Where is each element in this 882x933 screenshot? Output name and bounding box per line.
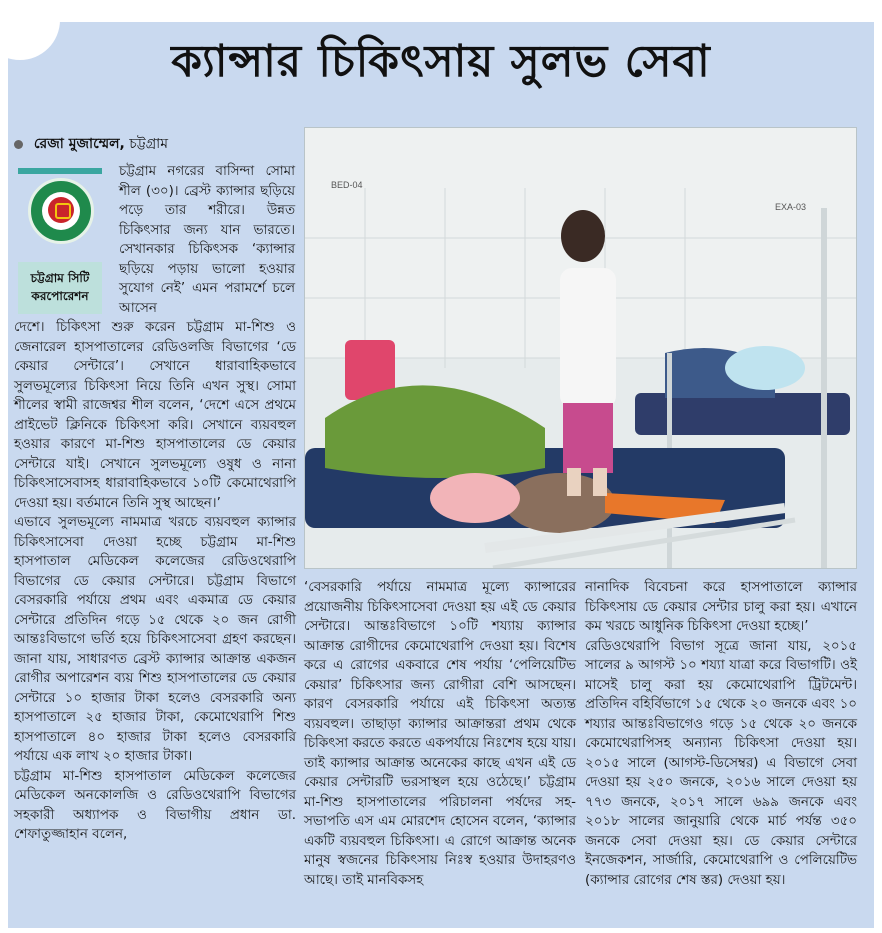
byline-place: চট্টগ্রাম (124, 136, 169, 152)
col2-paragraph-1: ‘বেসরকারি পর্যায়ে নামমাত্র মূল্যে ক্যান্সারের প্রয়োজনীয় চিকিৎসাসেবা দেওয়া হয় এই ডে কেয়ার সেন্টারে। আন্তঃবিভাগে ১০টি শয্যায় ক্যান্সার আক্রান্ত রোগীদের কেমোথেরাপি দেওয়া হয়। বিশেষ করে এ রোগের একবারে শেষ পর্যায় ‘পেলিয়েটিভ কেয়ার’ চিকিৎসার জন্য রোগীরা বেশি আসছেন। কারণ বেসরকারি পর্যায়ে এই চিকিৎসা অত্যন্ত ব্যয়বহুল। তাছাড়া ক্যান্সার আক্রান্তরা প্রথম থেকে চিকিৎসা করতে করতে একপর্যায়ে নিঃশেষ হয়ে যায়। তাই ক্যান্সার আক্রান্ত অনেকের কাছে এখন এই ডে কেয়ার সেন্টারটি ভরসাস্থল হয়ে ওঠেছে।’ চট্টগ্রাম মা-শিশু হাসপাতালের পরিচালনা পর্ষদের সহ-সভাপতি এস এম মোরশেদ হোসেন বলেন, ‘ক্যান্সার একটি ব্যয়বহুল চিকিৎসা। এ রোগে আক্রান্ত অনেক মানুষ স্বজনের চিকিৎসায় নিঃস্ব হওয়ার উদাহরণও আছে। তাই মানবিকসহ (304, 580, 576, 888)
byline (14, 132, 168, 156)
nurse-coat (560, 268, 616, 408)
column-2 (304, 578, 576, 890)
column-3 (585, 578, 857, 890)
intro-paragraph: চট্টগ্রাম নগরের বাসিন্দা সোমা শীল (৩০)। ব্রেস্ট ক্যান্সার ছড়িয়ে পড়ে তার শরীরে। উন্নত চিকিৎসার জন্য যান ভারতে। সেখানকার চিকিৎসক ‘ক্যান্সার ছড়িয়ে পড়ায় ভালো হওয়ার সুযোগ নেই’ এমন পরামর্শে চলে আসেন (119, 164, 295, 316)
byline-author: রেজা মুজাম্মেল, (33, 136, 125, 152)
col3-paragraph-2: রেডিওথেরাপি বিভাগ সূত্রে জানা যায়, ২০১৫ সালের ৯ আগস্ট ১০ শয্যা যাত্রা করে বিভাগটি। ওই মাসেই চালু করা হয় কেমোথেরাপি ট্রিটমেন্ট। প্রতিদিন বহির্বিভাগে ১৫ থেকে ২০ জনকে এবং ১০ শয্যার আন্তঃবিভাগেও গড়ে ১৫ থেকে ২০ জনকে কেমোথেরাপিসহ অন্যান্য চিকিৎসা দেওয়া হয়। ২০১৫ সালে (আগস্ট-ডিসেম্বর) এ বিভাগে সেবা দেওয়া হয় ২৫০ জনকে, ২০১৬ সালে দেওয়া হয় ৭৭৩ জনকে, ২০১৭ সালে ৬৯৯ জনকে এবং ২০১৮ সালের জানুয়ারি থেকে মার্চ পর্যন্ত ৩৫০ জনকে সেবা দেওয়া হয়। ডে কেয়ার সেন্টারে ইনজেকশন, সার্জারি, কেমোথেরাপি ও পেলিয়েটিভ (ক্যান্সার রোগের শেষ স্তর) দেওয়া হয়। (585, 638, 857, 888)
iv-stand (821, 208, 827, 568)
section-accent-bar (18, 168, 102, 174)
col1-paragraph-3: চট্টগ্রাম মা-শিশু হাসপাতাল মেডিকেল কলেজের মেডিকেল অনকোলজি ও রেডিওথেরাপি বিভাগের সহকারী অধ্যাপক ও বিভাগীয় প্রধান ডা. শেফাতুজ্জাহান বলেন, (14, 768, 296, 842)
hospital-photo (304, 127, 857, 569)
col3-paragraph-1: নানাদিক বিবেচনা করে হাসপাতালে ক্যান্সার চিকিৎসায় ডে কেয়ার সেন্টার চালু করা হয়। এখানে কম খরচে আধুনিক চিকিৎসা দেওয়া হচ্ছে।’ (585, 580, 857, 634)
headline: ক্যান্সার চিকিৎসায় সুলভ সেবা (171, 36, 711, 87)
bed-label-right: EXA-03 (775, 202, 807, 212)
city-corporation-logo-icon (28, 178, 94, 244)
bullet-icon (14, 140, 23, 149)
bed-label-left: BED-04 (331, 180, 363, 190)
column-1 (14, 318, 296, 845)
org-label (18, 262, 102, 314)
logo-seal (48, 197, 74, 223)
nurse-head (561, 210, 605, 262)
col1-paragraph-2: এভাবে সুলভমূল্যে নামমাত্র খরচে ব্যয়বহুল ক্যান্সার চিকিৎসাসেবা দেওয়া হচ্ছে চট্টগ্রাম মা-শিশু হাসপাতাল মেডিকেল কলেজের রেডিওথেরাপি বিভাগের ডে কেয়ার সেন্টারে। চট্টগ্রাম বিভাগে বেসরকারি পর্যায়ে প্রথম এবং একমাত্র ডে কেয়ার সেন্টারে প্রতিদিন গড়ে ১৫ থেকে ২০ জন রোগী আন্তঃবিভাগে ভর্তি হয়ে চিকিৎসাসেবা গ্রহণ করছেন। জানা যায়, সাধারণত ব্রেস্ট ক্যান্সার আক্রান্ত একজন রোগীর অপারেশন ব্যয় শিশু হাসপাতালের ডে কেয়ার সেন্টারে ১০ হাজার টাকা হলেও বেসরকারি অন্য হাসপাতালে ২৫ হাজার টাকা, কেমোথেরাপি শিশু হাসপাতালে ৪০ হাজার টাকা হলেও বেসরকারি পর্যায়ে এক লাখ ২০ হাজার টাকা। (14, 515, 296, 764)
intro-column (119, 162, 295, 318)
col1-paragraph-1: দেশে। চিকিৎসা শুরু করেন চট্টগ্রাম মা-শিশু ও জেনারেল হাসপাতালের রেডিওলজি বিভাগের ‘ডে কেয়ার সেন্টারে’। সেখানে ধারাবাহিকভাবে সুলভমূল্যের চিকিৎসা নিয়ে তিনি এখন সুস্থ। সোমা শীলের স্বামী রাজেশ্বর শীল বলেন, ‘দেশে এসে প্রথমে প্রাইভেট ক্লিনিকে চিকিৎসা করি। সেখানে ব্যয়বহুল হওয়ার কারণে মা-শিশু হাসপাতালের ডে কেয়ার সেন্টারে যাই। সেখানে সুলভমূল্যে ওষুধ ও নানা চিকিৎসাসেবাসহ ধারাবাহিকভাবে ১০টি কেমোথেরাপি দেওয়া হয়। বর্তমানে তিনি সুস্থ আছেন।’ (14, 320, 296, 511)
org-label-line2: করপোরেশন (31, 289, 89, 303)
org-label-line1: চট্টগ্রাম সিটি (30, 271, 90, 285)
hospital-ward-image (305, 128, 857, 569)
